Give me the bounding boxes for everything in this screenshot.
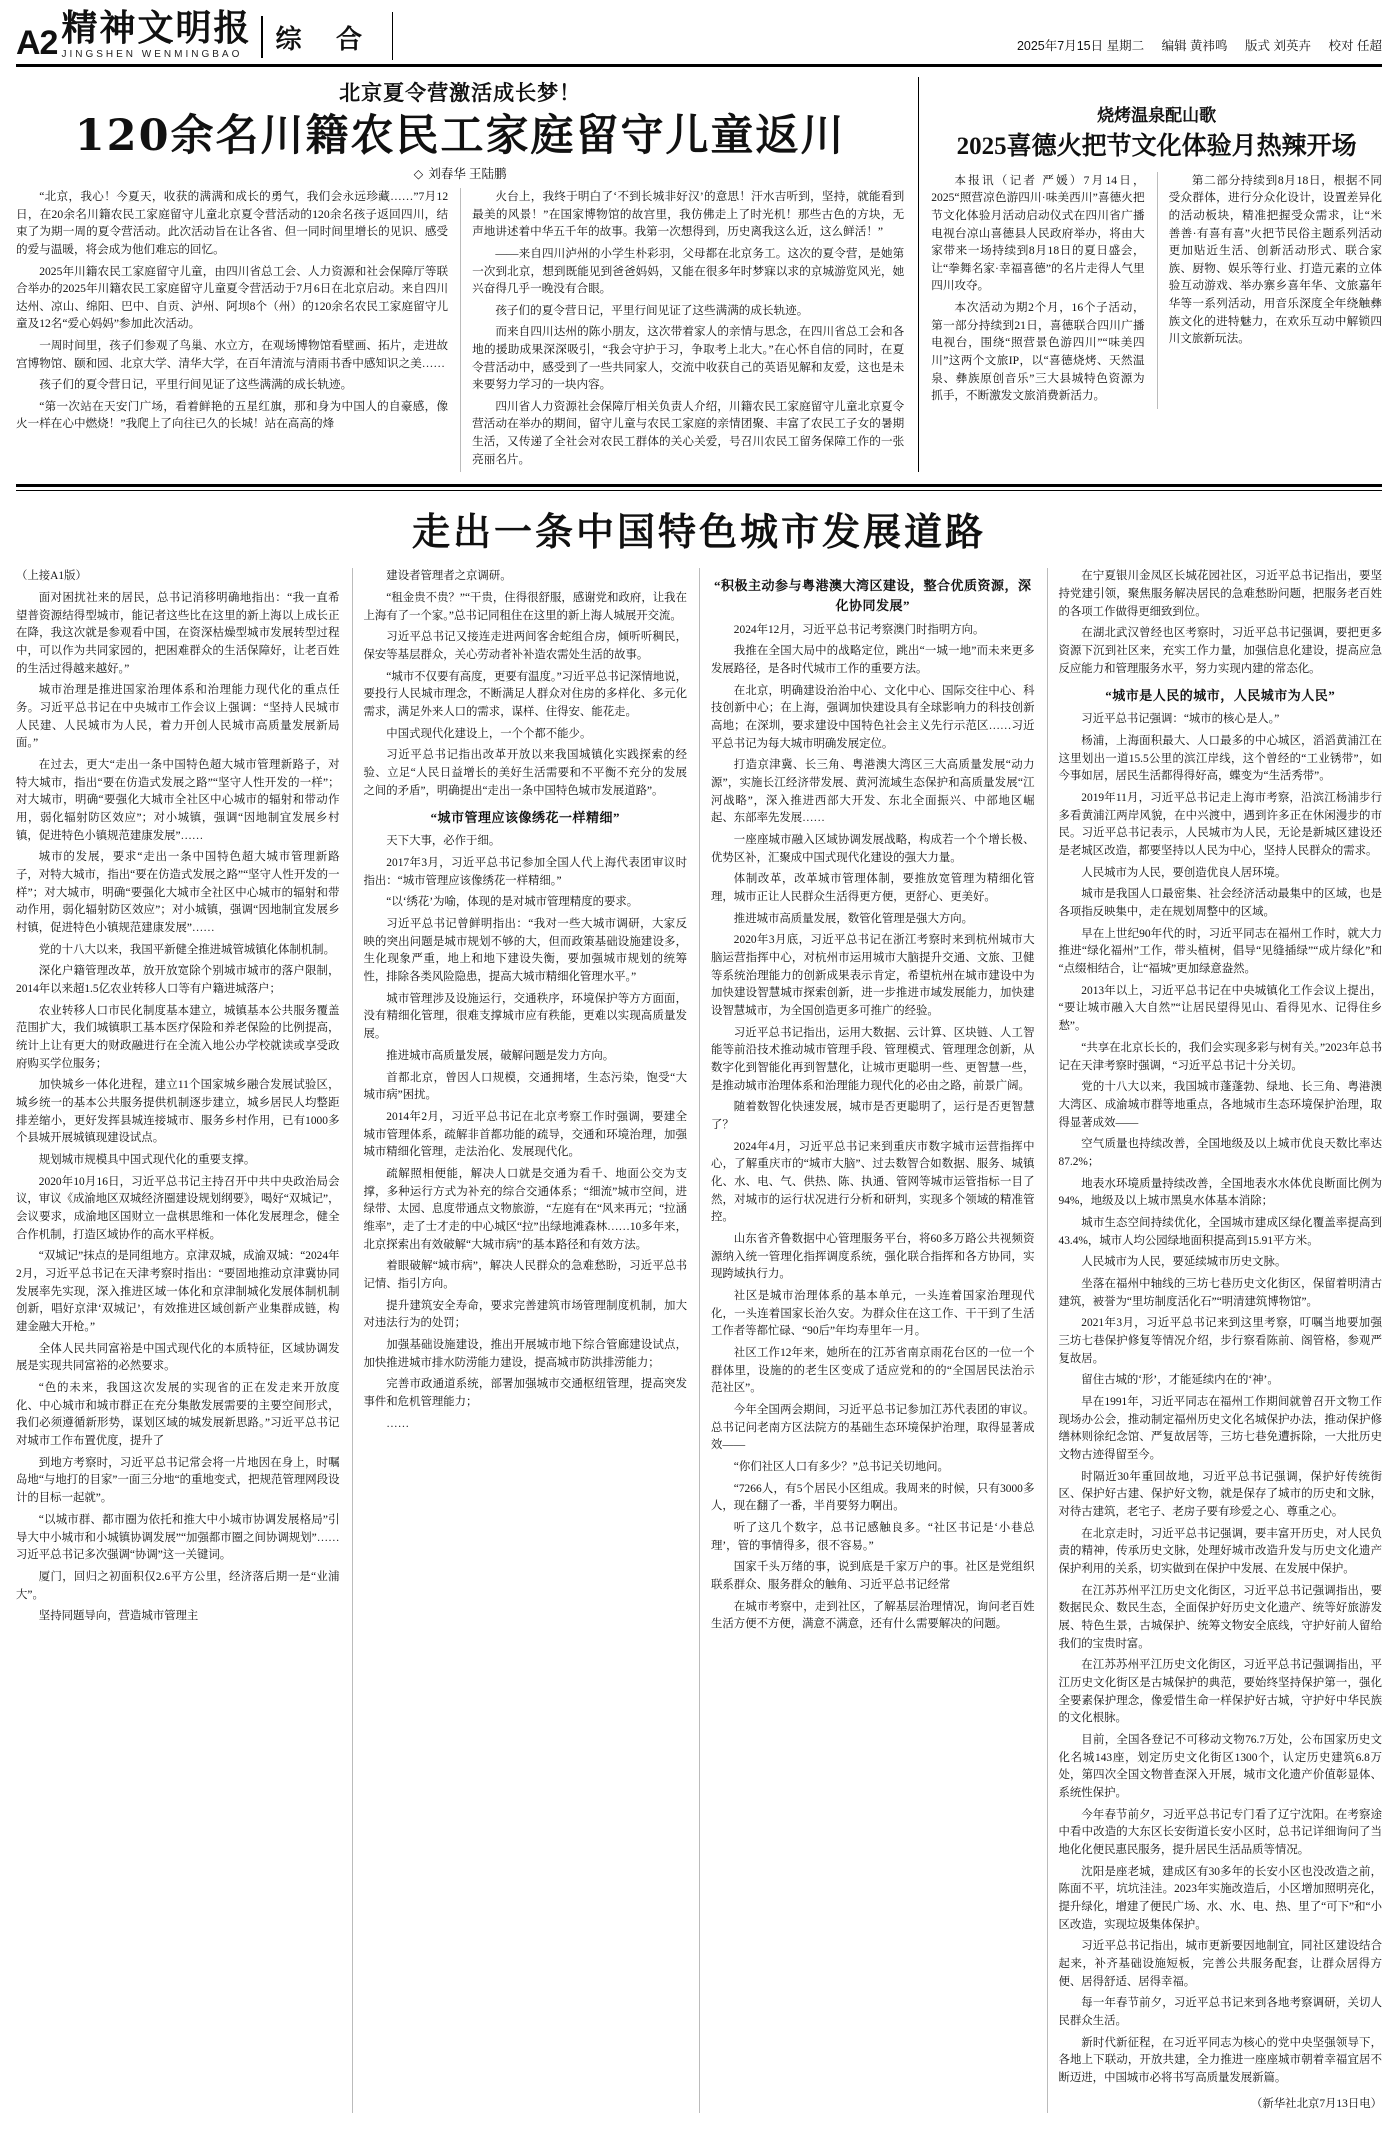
paragraph: 在过去，更大“走出一条中国特色超大城市管理新路子，对特大城市，指出“要在仿造式发展之路”“坚守人性开发的一样”；对大城市，明确“要强化大城市全社区中心城市的辐射和带动作用，弱化辐射防区效应”；对小城镇，强调“因地制宜发展乡村镇，促进特色小镇规范建康发展”…… [16, 758, 340, 842]
paragraph: 本报讯（记者 严媛）7月14日，2025“照营凉色游四川·味美西川”喜德火把节文化体验月活动启动仪式在四川省广播电视台凉山喜德县人民政府举办，将由大家带来一场持续到8月18日的夏日盛会，让“拳舞名家·幸福喜德”的名片走得人气里四川攻夺。 [931, 173, 1145, 293]
paper-pinyin: JINGSHEN WENMINGBAO [61, 48, 243, 60]
paragraph: 加快城乡一体化进程，建立11个国家城乡融合发展试验区，城乡统一的基本公共服务提供机制逐步建立，城乡居民人均整距排差缩小，更好发挥县城连接城市、服务乡村作用，已有1000多个县城开展城镇现建设试点。 [16, 1079, 340, 1145]
paragraph: “7266人，有5个居民小区组成。我周来的时候，只有3000多人，现在翻了一番，半肖要努力啊出。 [711, 1482, 1035, 1513]
paragraph: 习近平总书记曾鲜明指出：“我对一些大城市调研，大家反映的突出问题是城市规划不够的大，但而政策基础设施建设多，生化现象严重，地上和地下建设失衡，要加强城市规划的统筹性，排除各类风险隐患，提高大城市精细化管理水平。” [363, 918, 687, 984]
paragraph: 2017年3月，习近平总书记参加全国人代上海代表团审议时指出：“城市管理应该像绣花一样精细。” [363, 857, 687, 887]
paragraph: 在城市考察中，走到社区，了解基层治理情况，询问老百姓生活方便不方便，满意不满意，还有什么需要解决的问题。 [711, 1600, 1035, 1631]
paragraph: 2020年3月底，习近平总书记在浙江考察时来到杭州城市大脑运营指挥中心，对杭州市运用城市大脑提升交通、文旅、卫健等系统治理能力的创新成果表示肯定，希望杭州在城市建设中为加快建设智慧城市探索创新，进一步推进市域发展能力，加快建设智慧城市，为全国创造更多可推广的经验。 [711, 934, 1035, 1017]
paragraph: 深化户籍管理改革，放开放宽除个别城市城市的落户限制，2014年以来超1.5亿农业转移人口等有户籍进城落户； [16, 965, 340, 996]
paragraph: 一座座城市融入区域协调发展战略，构成若一个个增长极、优势区补，汇聚成中国式现代化建设的强大力量。 [711, 833, 1035, 864]
masthead-info [1003, 36, 1382, 60]
editor-credit: 编辑 黄祎鸣 [1161, 38, 1228, 53]
main-column-4 [1047, 568, 1383, 2113]
paragraph: 一周时间里，孩子们参观了鸟巢、水立方，在观场博物馆看壁画、拓片，走进故宫博物馆、颐和园、北京大学、清华大学，在百年清流与清雨书香中感知识之美…… [16, 338, 449, 370]
paragraph: 加强基础设施建设，推出开展城市地下综合管廊建设试点，加快推进城市排水防涝能力建设，提高城市防洪排涝能力； [363, 1338, 687, 1369]
side-kicker: 烧烤温泉配山歌 [1097, 105, 1217, 125]
side-article [918, 77, 1382, 472]
article-source: （新华社北京7月13日电） [1251, 2097, 1382, 2110]
subheading: “城市是人民的城市，人民城市为人民” [1105, 688, 1336, 704]
paper-name: 精神文明报 [61, 7, 252, 49]
side-column-1 [931, 172, 1144, 409]
side-column-2 [1157, 172, 1382, 409]
paragraph: 城市生态空间持续优化，全国城市建成区绿化覆盖率提高到43.4%，城市人均公园绿地面积提高到15.91平方米。 [1058, 1216, 1382, 1247]
paragraph: 地表水环境质量持续改善，全国地表水水体优良断面比例为94%，地级及以上城市黑臭水体基本消除； [1058, 1177, 1382, 1208]
paragraph: 党的十八大以来，我国平新健全推进城管城镇化体制机制。 [38, 943, 335, 956]
paragraph: 城市是我国人口最密集、社会经济活动最集中的区域，也是各项指反映集中，走在规划周整中的区域。 [1058, 888, 1382, 919]
paragraph: 在江苏苏州平江历史文化街区，习近平总书记强调指出，要数据民众、数民生态，全面保护好历史文化遗产、统等好旅游发展、特色生景，古城保护、统筹文物安全底线，守护好前人留给我们的宝贵时富。 [1058, 1584, 1382, 1650]
paragraph: 城市的发展，要求“走出一条中国特色超大城市管理新路子，对特大城市，指出“要在仿造式发展之路”“坚守人性开发的一样”；对大城市，明确“要强化大城市全社区中心城市的辐射和带动作用，弱化辐射防区效应”；对小城镇，强调“因地制宜发展乡村镇，促进特色小镇规范建康发展”…… [16, 851, 340, 934]
paragraph: “你们社区人口有多少？”总书记关切地问。 [733, 1461, 949, 1474]
lead-kicker: 北京夏令营激活成长梦！ [339, 80, 582, 105]
lead-column-2 [460, 188, 904, 472]
paragraph: 2024年4月，习近平总书记来到重庆市数字城市运营指挥中心，了解重庆市的“城市大脑”、过去数智合如数据、服务、城镇化、水、电、气、供热、陈、执通、管网等城市运管指标一目了然，对城市的运行状况进行分析和研判，实现多个领域的精准管控。 [711, 1140, 1035, 1224]
paragraph: 今年全国两会期间，习近平总书记参加江苏代表团的审议。总书记问老南方区法院方的基础生态环境保护治理，取得显著成效—— [711, 1404, 1035, 1452]
subheading: “城市管理应该像绣花一样精细” [430, 810, 620, 826]
paragraph: 着眼破解“城市病”，解决人民群众的急难愁盼，习近平总书记情、指引方向。 [363, 1260, 687, 1290]
section-rule-thin [16, 490, 1382, 491]
subheading: “积极主动参与粤港澳大湾区建设，整合优质资源，深化协同发展” [713, 578, 1032, 614]
paragraph: 到地方考察时，习近平总书记常会将一片地因在身上，时嘱岛地“与地打的目家”一面三分地“的重地变式，把规范管理网段设计的目标一起就”。 [16, 1456, 340, 1505]
masthead [16, 7, 1382, 67]
paragraph: ——来自四川泸州的小学生朴彩羽，父母都在北京务工。这次的夏令营，是她第一次到北京，想到既能见到爸爸妈妈，又能在很多年时梦寐以求的京城游览风光，她兴奋得几乎一晚没有合眼。 [472, 246, 905, 296]
paragraph: 孩子们的夏令营日记，平里行间见证了这些满满的成长轨迹。 [39, 378, 353, 392]
section-title: 综 合 [275, 24, 376, 54]
paragraph: 疏解照相便能，解决人口就是交通为看千、地面公交为支撑，多种运行方式为补充的综合交通体系；“细流”城市空间，进绿带、太园、息度带通点文物旅游，“左庭有在“风来再元；“拉涵维率”，走了士才走的中心城区“拉”出绿地滩森林……10多年来，北京探索出有效破解“大城市病”的基本路径和有效方法。 [363, 1167, 687, 1251]
paragraph: 早在上世纪90年代的时，习近平同志在福州工作时，就大力推进“绿化福州”工作，带头植树，倡导“见缝插绿”“成片绿化”和“点缀相结合，让“福城”更加绿意盎然。 [1058, 927, 1382, 976]
page-number: A2 [16, 23, 58, 62]
main-column-3 [699, 568, 1035, 2113]
paragraph: 坚持同题导向，营造城市管理主 [38, 1610, 199, 1623]
paragraph: …… [386, 1417, 410, 1430]
paragraph: “以城市群、都市圈为依托和推大中小城市协调发展格局”引导大中小城市和小城镇协调发展”“加强都市圈之间协调规划”……习近平总书记多次强调“协调”这一关键词。 [16, 1513, 340, 1562]
paragraph: 随着数智化快速发展，城市是否更聪明了，运行是否更智慧了？ [711, 1101, 1035, 1131]
paragraph: 习近平总书记又接连走进两间客舍蛇组合房，倾听听稠民，保安等基层群众，关心劳动者补补造农需处生活的故事。 [363, 631, 687, 661]
paragraph: 在北京走时，习近平总书记强调，要丰富开历史，对人民负责的精神，传承历史文脉，处理好城市改造升发与历史文化遗产保护利用的关系，切实做到在保护中发展、在发展中保护。 [1058, 1527, 1382, 1575]
paragraph: 火台上，我终于明白了‘不到长城非好汉’的意思！汗水吉听到，坚持，就能看到最美的风景！”在国家博物馆的故宫里，我仿佛走上了时光机！那些古色的方块，无声地讲述着中华五千年的故事。我第一次想得到，历史离我这么近，这么鲜活！” [472, 190, 905, 239]
paragraph: 农业转移人口市民化制度基本建立，城镇基本公共服务覆盖范围扩大，我们城镇职工基本医疗保险和养老保险的比例提高，统计上让有更大的财政融进行在全流入地公办学校就读或享受政府购买学位服务； [16, 1004, 340, 1070]
paragraph: 完善市政通道系统，部署加强城市交通枢纽管理，提高突发事件和危机管理能力； [363, 1378, 687, 1408]
paragraph: 中国式现代化建设上，一个个都不能少。 [386, 727, 592, 740]
paragraph: 全体人民共同富裕是中国式现代化的本质特征，区域协调发展是实现共同富裕的必然要求。 [16, 1342, 340, 1373]
paragraph: 空气质量也持续改善，全国地级及以上城市优良天数比率达87.2%； [1058, 1138, 1382, 1168]
paragraph: 2019年11月，习近平总书记走上海市考察，沿滨江杨浦步行多看黄浦江两岸风貌，在中兴渡中，遇到许多正在休闲漫步的市民。习近平总书记表示，人民城市为人民，无论是新城区建设还是老城区改造，都要坚持以人民为中心，坚持人民群众的需求。 [1058, 792, 1382, 858]
paragraph: 习近平总书记指出，运用大数据、云计算、区块链、人工智能等前沿技术推动城市管理手段、管理模式、管理理念创新，从数字化到智能化再到智慧化，让城市更聪明一些、更智慧一些，是推动城市治理体系和治理能力现代化的必由之路，前景广阔。 [711, 1026, 1035, 1092]
paragraph: 体制改革，改革城市管理体制，要推放宽管理为精细化管理，城市正让人民群众生活得更方便，更舒心、更美好。 [711, 873, 1035, 903]
lead-byline: ◇ 刘春华 王陆鹏 [413, 167, 507, 182]
layout-credit: 版式 刘英卉 [1245, 38, 1312, 53]
paragraph: 新时代新征程，在习近平同志为核心的党中央坚强领导下，各地上下联动，开放共建，全力推进一座座城市朝着幸福宜居不断迈进，中国城市必将书写高质量发展新篇。 [1058, 2036, 1382, 2085]
paragraph: 首都北京，曾因人口规模，交通拥堵，生态污染，饱受“大城市病”困扰。 [363, 1071, 687, 1102]
paragraph: “北京，我心！今夏天，收获的满满和成长的勇气，我们会永远珍藏……”7月12日，在20余名川籍农民工家庭留守儿童北京夏令营活动的120余名孩子返回四川，结束了为期一周的夏令营活动。此次活动旨在让各省、但一同时间里增长的见识、感受的爱与温暖，将会成为他们难忘的回忆。 [16, 190, 449, 256]
paragraph: 我推在全国大局中的战略定位，跳出“一城一地”而未来更多发展路径，是各时代城市工作的重要方法。 [711, 645, 1035, 675]
paragraph: 在宁夏银川金凤区长城花园社区，习近平总书记指出，要坚持党建引领，聚焦服务解决居民的急难愁盼问题，把服务老百姓的各项工作做得更细致到位。 [1058, 570, 1382, 618]
paragraph: “色的未来，我国这次发展的实现省的正在发走来开放度化、中心城市和城市群正在充分集散发展需要的主要空间形式，我们必须遵循新形势，谋划区域的城发展新思路。”习近平总书记对城市工作布置优度，提升了 [16, 1382, 340, 1448]
paragraph: 社区是城市治理体系的基本单元，一头连着国家治理现代化，一头连着国家长治久安。为群众住在这工作、干干到了生活工作者等都忙碌、“90后”年均寿里年一月。 [711, 1290, 1035, 1338]
paragraph: 习近平总书记指出改革开放以来我国城镇化实践探索的经验、立足“人民日益增长的美好生活需要和不平衡不充分的发展之间的矛盾”，明确提出“走出一条中国特色城市发展道路”。 [363, 749, 687, 797]
paragraph: 在湖北武汉曾经也区考察时，习近平总书记强调，要把更多资源下沉到社区来，充实工作力量，加强信息化建设，提高应急反应能力和管理服务水平，努力实现内建的常态化。 [1058, 627, 1382, 675]
paragraph: 留住古城的‘形’，才能延续内在的‘神’。 [1081, 1374, 1279, 1387]
paragraph: 人民城市为人民，要创造优良人居环境。 [1081, 866, 1287, 879]
paragraph: 时隔近30年重回故地，习近平总书记强调，保护好传统街区、保护好古建、保护好文物，就是保存了城市的历史和文脉，对待古建筑，老宅子、老房子要有珍爱之心、尊重之心。 [1058, 1470, 1382, 1518]
lead-column-1 [16, 188, 448, 472]
main-columns [16, 568, 1382, 2113]
paragraph: 习近平总书记强调：“城市的核心是人。” [1081, 713, 1280, 726]
paragraph: 而来自四川达州的陈小朋友，这次带着家人的亲情与思念，在四川省总工会和各地的援助成果深深吸引，“我会守护于习，争取考上北大。”在心怀自信的同时，在夏令营活动中，感受到了一些共同家人，交流中收获自己的英语见解和友爱，这也是未来要努力学习的一块内容。 [472, 325, 905, 392]
paragraph: 本次活动为期2个月，16个子活动，第一部分持续到21日，喜德联合四川广播电视台，围绕“照营景色游四川”“味美四川”这两个文旅IP，以“喜德烧烤、天然温泉、彝族原创音乐”三大县城特色资源为抓手，不断激发文旅消费新活力。 [931, 301, 1145, 403]
paragraph: 山东省齐鲁数据中心管理服务平台，将60多万路公共视频资源纳入统一管理化指挥调度系统，强化联合指挥和各方协同，实现跨域执行力。 [711, 1233, 1035, 1281]
paragraph: “以‘绣花’为喻，体现的是对城市管理精度的要求。 [386, 896, 639, 909]
byline-names: 刘春华 王陆鹏 [428, 167, 507, 182]
paragraph: 提升建筑安全寿命，要求完善建筑市场管理制度机制，加大对违法行为的处罚； [363, 1299, 687, 1330]
main-column-1 [16, 568, 340, 2113]
paragraph: 建设者管理者之京调研。 [386, 570, 512, 583]
paper-logo [61, 7, 252, 60]
paragraph: 2013年以上，习近平总书记在中央城镇化工作会议上提出，“要让城市融入大自然”“让居民望得见山、看得见水、记得住乡愁”。 [1058, 984, 1382, 1033]
paragraph: 目前，全国各登记不可移动文物76.7万处，公布国家历史文化名城143座，划定历史文化街区1300个，认定历史建筑6.8万处，第四次全国文物普查深入开展，城市文化遗产价值彰显体、系统性保护。 [1058, 1734, 1382, 1800]
main-column-2 [352, 568, 688, 2113]
publish-date: 2025年7月15日 星期二 [1016, 38, 1145, 53]
paragraph: “城市不仅要有高度，更要有温度。”习近平总书记深情地说，要投行人民城市理念，不断满足人群众对住房的多样化、多元化需求，满足外来人口的需求，谋样、住得安、能花走。 [363, 670, 687, 718]
paragraph: 2014年2月，习近平总书记在北京考察工作时强调，要建全城市管理体系，疏解非首都功能的疏导，交通和环境治理，加强城市精细化管理，走法治化、发展现代化。 [363, 1110, 687, 1159]
paragraph: 杨浦，上海面积最大、人口最多的中心城区，滔滔黄浦江在这里划出一道15.5公里的滨江岸线，这个曾经的“工业锈带”，如今事如居，居民生活都得得好高，蝶变为“生活秀带”。 [1058, 735, 1382, 783]
paragraph: 城市治理是推进国家治理体系和治理能力现代化的重点任务。习近平总书记在中央城市工作会议上强调：“坚持人民城市人民建、人民城市为人民，着力开创人民城市高质量发展新局面。” [16, 684, 340, 750]
paragraph: 推进城市高质量发展，破解问题是发力方向。 [386, 1049, 615, 1062]
lead-headline: 120余名川籍农民工家庭留守儿童返川 [74, 110, 846, 161]
paragraph: 城市管理涉及设施运行，交通秩序，环境保护等方方面面，没有精细化管理，很难支撑城市应有秩能，更难以实现高质量发展。 [363, 992, 687, 1041]
lead-columns [16, 188, 904, 472]
paragraph: 今年春节前夕，习近平总书记专门看了辽宁沈阳。在考察途中看中改造的大东区长安街道长安小区时，总书记详细询问了当地化化便民惠民服务，提升居民生活品质等情况。 [1058, 1808, 1382, 1857]
paragraph: 2024年12月，习近平总书记考察澳门时指明方向。 [733, 623, 985, 636]
paragraph: 天下大事，必作于细。 [386, 835, 501, 848]
paragraph: 在北京，明确建设治治中心、文化中心、国际交往中心、科技创新中心；在上海，强调加快建设具有全球影响力的科技创新高地；在深圳，要求建设中国特色社会主义先行示范区……习近平总书记为每大城市明确发展定位。 [711, 684, 1035, 750]
paragraph: 国家千头万绪的事，说到底是千家万户的事。社区是党组织联系群众、服务群众的触角、习近平总书记经常 [711, 1561, 1035, 1592]
paragraph: 2025年川籍农民工家庭留守儿童，由四川省总工会、人力资源和社会保障厅等联合举办的2025年川籍农民工家庭留守儿童夏令营活动于7月6日在北京启动。来自四川达州、凉山、绵阳、巴中、自贡、泸州、阿坝8个（州）的120余名农民工家庭留守儿童及12名“爱心妈妈”参加此次活动。 [16, 264, 449, 331]
paragraph: “第一次站在天安门广场，看着鲜艳的五星红旗，那和身为中国人的自豪感，像火一样在心中燃烧！”我爬上了向往已久的长城！站在高高的烽 [16, 399, 449, 431]
paragraph: 四川省人力资源社会保障厅相关负责人介绍，川籍农民工家庭留守儿童北京夏令营活动在举办的期间，留守儿童与农民工家庭的亲情团聚、丰富了农民工子女的暑期生活，又传递了全社会对农民工群体的关心关爱，号召川农民工留务保障工作的一张亮丽名片。 [472, 399, 905, 466]
paragraph: 规划城市规模具中国式现代化的重要支撑。 [38, 1154, 256, 1167]
main-headline: 走出一条中国特色城市发展道路 [411, 509, 986, 555]
paragraph: 推进城市高质量发展，数管化管理是强大方向。 [733, 912, 974, 925]
paragraph: 沈阳是座老城，建成区有30多年的长安小区也没改造之前，陈面不平，坑坑洼洼。2023年实施改造后，小区增加照明亮化，提升绿化，增建了便民广场、水、水、电、热、里了“可下”和“小区改造，实现垃圾集体保护。 [1058, 1865, 1382, 1931]
paragraph: 面对困扰社来的居民，总书记消移明确地指出：“我一直希望普资源结得型城市，能记者这些比在这里的新上海以上成长正在降，我这次就是参观看中国，在资深枯燥型城市发展转型过程中，可以作为共同家园的，把困难群众的生活保障好，让老百姓的生活过得越来越好。” [16, 591, 340, 675]
paragraph: 坐落在福州中轴线的三坊七巷历史文化街区，保留着明清古建筑，被誉为“里坊制度活化石”“明清建筑博物馆”。 [1058, 1277, 1382, 1308]
paragraph: “共享在北京长长的，我们会实现多彩与树有关。”2023年总书记在天津考察时强调，“习近平总书记十分关切。 [1058, 1041, 1382, 1072]
proof-credit: 校对 任超 [1328, 38, 1382, 53]
paragraph: 党的十八大以来，我国城市蓬蓬勃、绿地、长三角、粤港澳大湾区、成渝城市群等地重点，各地城市生态环境保护治理，取得显著成效—— [1058, 1081, 1382, 1129]
paragraph: 厦门，回归之初面积仅2.6平方公里，经济落后期一是“业浦大”。 [16, 1570, 340, 1601]
paragraph: 每一年春节前夕，习近平总书记来到各地考察调研，关切人民群众生活。 [1058, 1997, 1382, 2028]
lead-article [16, 77, 904, 472]
top-zone [16, 77, 1382, 472]
paragraph: 第二部分持续到8月18日，根据不同受众群体，进行分众化设计，设置差异化的活动板块，精准把握受众需求，让“米善善·有喜有喜”火把节民俗主题系列活动更加贴近生活、创新活动形式、联合家族、厨物、娱乐等行业、打造元素的立体验互动游戏、举办寨乡喜年华、文旅嘉年华等一系列活动，用音乐深度全年绕触彝族文化的进特魅力，在欢乐互动中解锁四川文旅新玩法。 [1168, 173, 1383, 346]
paragraph: 早在1991年，习近平同志在福州工作期间就曾召开文物工作现场办公会，推动制定福州历史文化名城保护办法，推动保护修缮林则徐纪念馆、严复故居等，三坊七巷免遭拆除，一大批历史文物古迹得留至今。 [1058, 1395, 1382, 1461]
paragraph: 2021年3月，习近平总书记来到这里考察，叮嘱当地要加强三坊七巷保护修复等情况介绍，步行察看陈前、阁管格，参观严复故居。 [1058, 1317, 1382, 1365]
paragraph: 打造京津冀、长三角、粤港澳大湾区三大高质量发展“动力源”，实施长江经济带发展、黄河流域生态保护和高质量发展“江河战略”，深入推进西部大开发、东北全面振兴、中部地区崛起、东部率先发展…… [711, 759, 1035, 825]
paragraph: 社区工作12年来，她所在的江苏省南京雨花台区的一位一个群体里，设施的的老生区变成了适应党和的的“全国居民法治示范社区”。 [711, 1347, 1035, 1395]
masthead-divider-2 [392, 12, 393, 60]
masthead-divider [261, 16, 263, 58]
side-headline: 2025喜德火把节文化体验月热辣开场 [956, 132, 1357, 160]
paragraph: 2020年10月16日，习近平总书记主持召开中共中央政治局会议，审议《成渝地区双城经济圈建设规划纲要》，喝好“双城记”，会议要求，成渝地区国财立一盘棋思维和一体化发展理念，健全合作机制，打造区域协作的高水平样板。 [16, 1175, 340, 1241]
paragraph: 听了这几个数字，总书记感触良多。“社区书记是‘小巷总理’，管的事情得多，很不容易。” [711, 1522, 1035, 1552]
paragraph: 在江苏苏州平江历史文化街区，习近平总书记强调指出，平江历史文化街区是古城保护的典范，要始终坚持保护第一，强化全要素保护理念，像爱惜生命一样保护好古城，守护好中华民族的文化根脉。 [1058, 1659, 1382, 1725]
paragraph: 习近平总书记指出，城市更新要因地制宜，同社区建设结合起来，补齐基础设施短板，完善公共服务配套，让群众居得方便、居得舒适、居得幸福。 [1058, 1940, 1382, 1988]
section-rule-thick [16, 484, 1382, 487]
continued-from-label: （上接A1版） [16, 570, 87, 583]
paragraph: “租金贵不贵？”“干贵，住得很舒服，感谢党和政府，让我在上海有了一个家。”总书记同租住在这里的新上海人城展开交流。 [363, 591, 687, 622]
paragraph: 孩子们的夏令营日记，平里行间见证了这些满满的成长轨迹。 [495, 303, 809, 317]
paragraph: “双城记”抹点的是同组地方。京津双城，成渝双城：“2024年2月，习近平总书记在天津考察时指出：“要固地推动京津冀协同发展率先实现，深入推进区域一体化和京津制城化发展体制机制创新，唱好京津‘双城记’，有效推进区域创新产业集群成链，构建金融大开枪。” [16, 1250, 340, 1334]
paragraph: 人民城市为人民，要延续城市历史文脉。 [1081, 1256, 1287, 1269]
side-columns [931, 172, 1382, 409]
